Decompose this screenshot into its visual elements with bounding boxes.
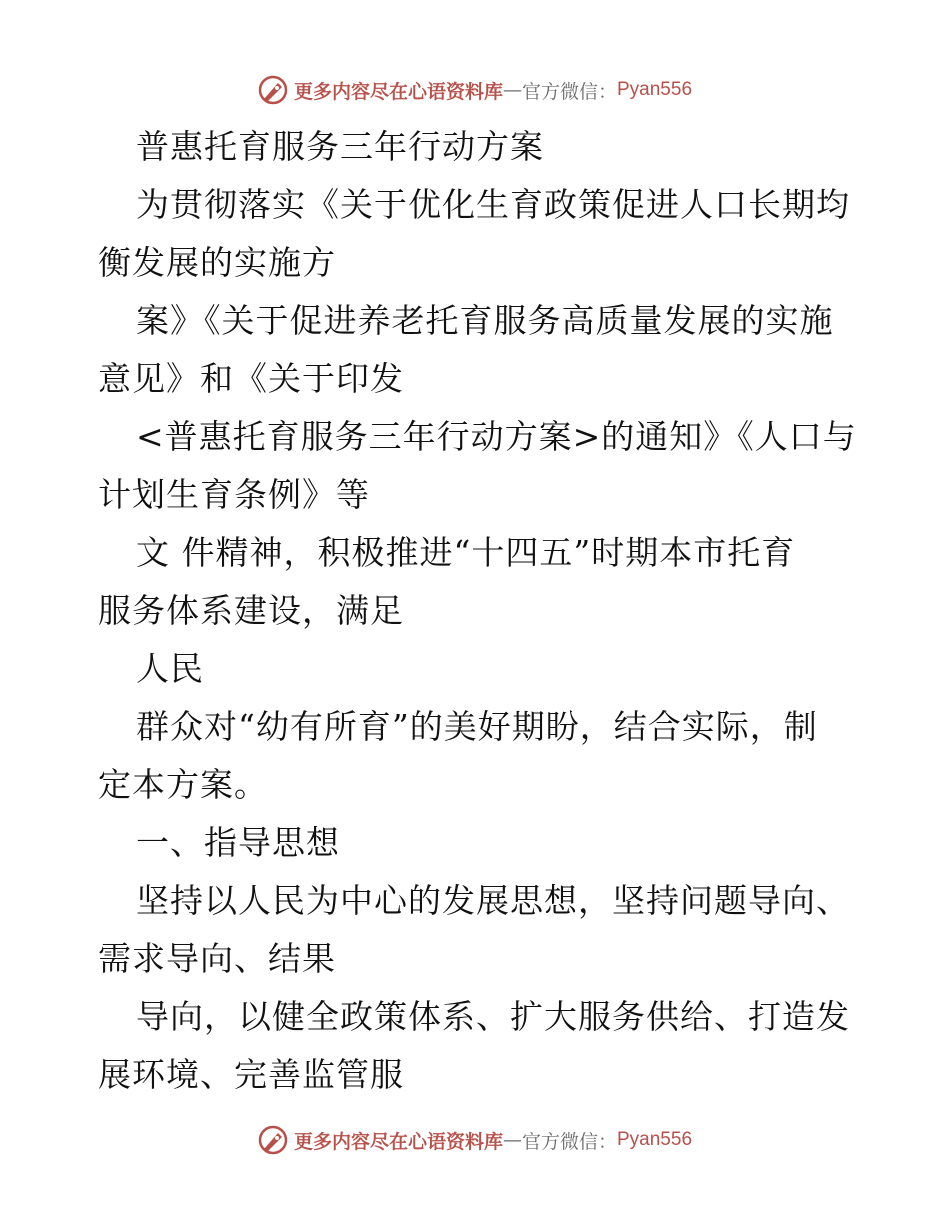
- text-line: 衡发展的实施方: [98, 243, 336, 282]
- pen-nib-logo-icon: [258, 75, 288, 105]
- text-line: 导向，以健全政策体系、扩大服务供给、打造发: [136, 997, 850, 1036]
- footer-dash: —: [502, 1129, 522, 1151]
- footer-watermark: [0, 1120, 950, 1160]
- header-watermark: [0, 70, 950, 110]
- document-title: 普惠托育服务三年行动方案: [136, 127, 544, 166]
- text-line: 定本方案。: [98, 765, 268, 804]
- document-body: [98, 118, 858, 1104]
- footer-official-label: 官方微信：: [521, 1130, 617, 1153]
- text-line: 服务体系建设，满足: [98, 591, 404, 630]
- header-official-label: 官方微信：: [521, 80, 617, 103]
- section-heading: 一、指导思想: [136, 823, 340, 862]
- header-brand-text: 更多内容尽在心语资料库: [293, 80, 503, 103]
- text-line: 为贯彻落实《关于优化生育政策促进人口长期均: [136, 185, 850, 224]
- header-account-id: Pyan556: [617, 79, 693, 100]
- header-dash: —: [502, 79, 522, 101]
- pen-nib-logo-icon: [258, 1125, 288, 1155]
- text-line: 人民: [136, 649, 204, 688]
- footer-brand-text: 更多内容尽在心语资料库: [293, 1130, 503, 1153]
- text-line: 坚持以人民为中心的发展思想，坚持问题导向、: [136, 881, 850, 920]
- text-line: 意见》和《关于印发: [98, 359, 404, 398]
- text-line: 展环境、完善监管服: [98, 1055, 404, 1094]
- text-line: 计划生育条例》等: [98, 475, 370, 514]
- text-line: 需求导向、结果: [98, 939, 336, 978]
- footer-account-id: Pyan556: [617, 1129, 693, 1150]
- text-line: 案》《关于促进养老托育服务高质量发展的实施: [136, 301, 834, 340]
- text-line: 群众对“幼有所育”的美好期盼，结合实际，制: [136, 707, 818, 746]
- text-line: 文 件精神，积极推进“十四五”时期本市托育: [136, 533, 796, 572]
- text-line: <普惠托育服务三年行动方案>的通知》《人口与: [136, 417, 857, 456]
